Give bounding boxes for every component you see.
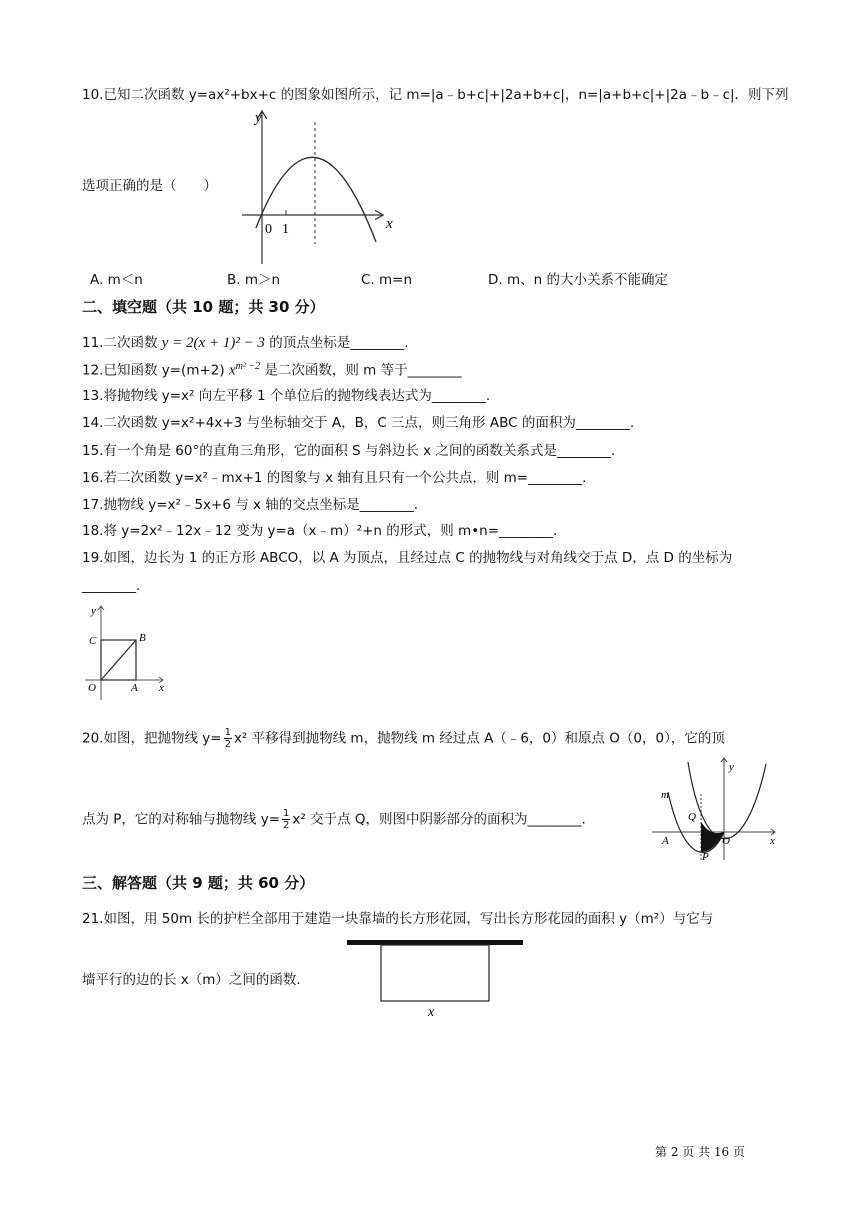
q10-parabola-graph: [236, 104, 400, 268]
q21-garden-rect: [381, 945, 489, 1001]
q20-l1-pre: 20.如图，把抛物线 y=: [82, 730, 222, 747]
q20-l2-post: x² 交于点 Q，则图中阴影部分的面积为________.: [292, 811, 586, 828]
q12: [82, 362, 462, 379]
q11-post: 的顶点坐标是________.: [264, 335, 409, 351]
q21-line2: 墙平行的边的长 x（m）之间的函数.: [82, 972, 301, 988]
q20-line1: [82, 727, 725, 750]
q19-line1: 19.如图，边长为 1 的正方形 ABCO，以 A 为顶点，且经过点 C 的抛物线与对角线交于点 D，点 D 的坐标为: [82, 550, 733, 566]
q15: 15.有一个角是 60°的直角三角形，它的面积 S 与斜边长 x 之间的函数关系式是________.: [82, 443, 616, 459]
q10-parabola-curve: [256, 157, 376, 242]
q20-q-label: Q: [688, 811, 696, 823]
q10-y-label: y: [255, 110, 262, 126]
q19-c-label: C: [89, 635, 97, 647]
q20-m-label: m: [661, 789, 669, 801]
q10-x-label: x: [386, 216, 393, 232]
q20-frac-2-num: 1: [283, 808, 290, 819]
q20-frac-2-den: 2: [283, 820, 290, 831]
q19-square-figure: [82, 600, 174, 704]
q12-post: 是二次函数，则 m 等于________: [260, 362, 462, 379]
q19-o-label: O: [88, 682, 96, 694]
q20-parabola-figure: [646, 754, 782, 866]
q13: 13.将抛物线 y=x² 向左平移 1 个单位后的抛物线表达式为________.: [82, 388, 491, 404]
q12-pre: 12.已知函数 y=(m+2): [82, 362, 229, 379]
q19-line2: ________.: [82, 578, 141, 594]
q20-frac-1-den: 2: [224, 739, 231, 750]
q20-l2-pre: 点为 P，它的对称轴与抛物线 y=: [82, 811, 281, 828]
q20-frac-1-num: 1: [224, 727, 231, 738]
q19-x-label: x: [159, 682, 164, 694]
q10-stem: 10.已知二次函数 y=ax²+bx+c 的图象如图所示，记 m=|a﹣b+c|+|2a+b+c|，n=|a+b+c|+|2a﹣b﹣c|．则下列: [82, 87, 789, 103]
q20-o-label: O: [722, 835, 730, 847]
q10-option-c: C. m=n: [361, 272, 413, 288]
section3-title: 三、解答题（共 9 题；共 60 分）: [82, 874, 315, 892]
q18: 18.将 y=2x²﹣12x﹣12 变为 y=a（x﹣m）²+n 的形式，则 m•n=________.: [82, 523, 558, 539]
q21-line1: 21.如图，用 50m 长的护栏全部用于建造一块靠墙的长方形花园，写出长方形花园的面积 y（m²）与它与: [82, 911, 714, 927]
q10-stem-cont: 选项正确的是（ ）: [82, 178, 217, 194]
q20-x-label: x: [770, 835, 775, 847]
q21-garden-figure: [345, 937, 525, 1019]
q20-frac-1: [224, 727, 232, 750]
q10-option-a: A. m＜n: [90, 272, 143, 288]
q21-x-label: x: [428, 1005, 435, 1019]
q12-base: x: [228, 362, 236, 379]
q17: 17.抛物线 y=x²﹣5x+6 与 x 轴的交点坐标是________.: [82, 497, 419, 513]
q11-formula: y = 2(x + 1)² − 3: [161, 335, 265, 351]
section2-title: 二、填空题（共 10 题；共 30 分）: [82, 298, 325, 316]
q20-parabola-base: [688, 762, 766, 839]
q10-option-d: D. m、n 的大小关系不能确定: [488, 272, 668, 288]
q20-line2: [82, 808, 586, 831]
q11-pre: 11.二次函数: [82, 335, 162, 351]
q19-y-label: y: [91, 605, 96, 617]
q20-y-label: y: [729, 761, 734, 773]
q10-one-label: 1: [282, 222, 289, 237]
q14: 14.二次函数 y=x²+4x+3 与坐标轴交于 A，B，C 三点，则三角形 ABC 的面积为________.: [82, 415, 635, 431]
q19-a-label: A: [131, 682, 138, 694]
q16: 16.若二次函数 y=x²﹣mx+1 的图象与 x 轴有且只有一个公共点，则 m=________.: [82, 470, 587, 486]
q20-frac-2: [282, 808, 290, 831]
q20-p-label: P: [702, 851, 709, 863]
q21-wall: [347, 940, 523, 945]
q10-origin-label: 0: [265, 222, 272, 237]
page-footer: 第 2 页 共 16 页: [655, 1145, 745, 1159]
q20-shaded-region: [701, 822, 724, 852]
q11: [82, 336, 409, 351]
q20-l1-post: x² 平移得到抛物线 m，抛物线 m 经过点 A（﹣6，0）和原点 O（0，0），它的顶: [233, 730, 725, 747]
q10-option-b: B. m＞n: [227, 272, 281, 288]
q12-exponent: m² −2: [235, 361, 261, 372]
q20-a-label: A: [662, 835, 669, 847]
q19-diagonal: [101, 640, 136, 680]
q19-b-label: B: [139, 632, 146, 644]
